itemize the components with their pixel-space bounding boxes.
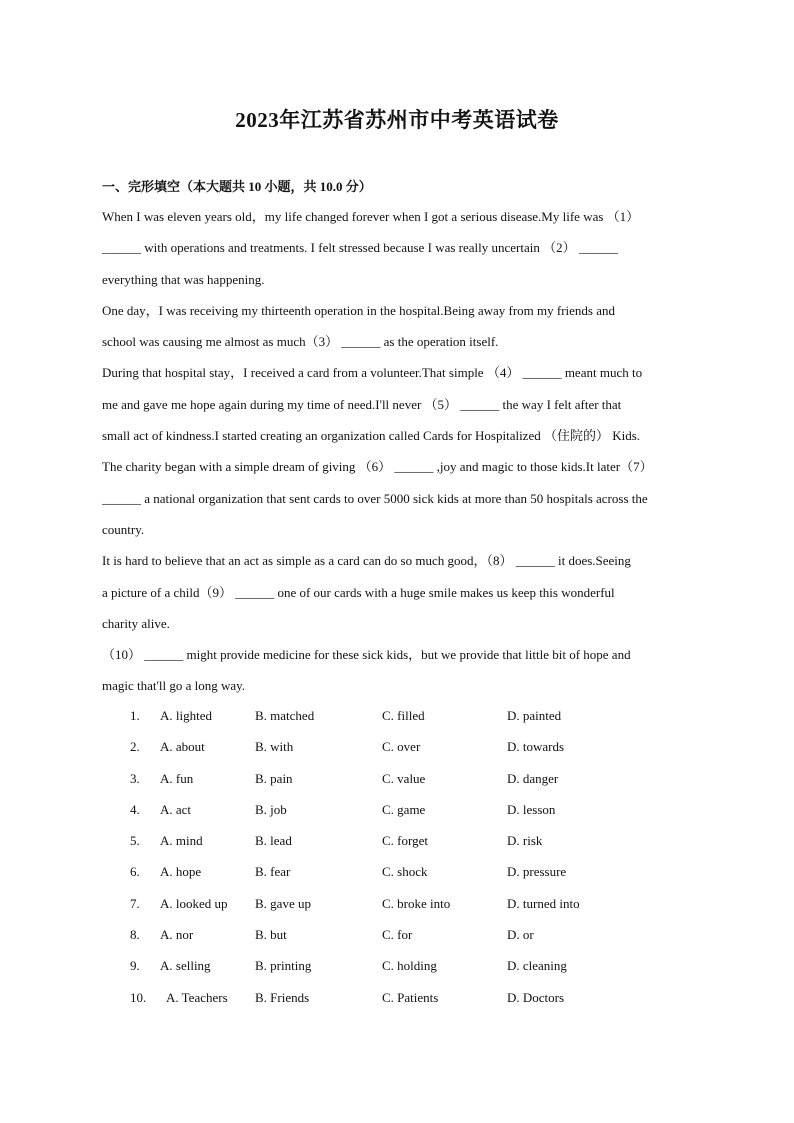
question-number: 3. — [130, 770, 140, 786]
option-d: D. danger — [507, 770, 559, 786]
cloze-passage — [102, 201, 698, 702]
option-d: D. cleaning — [507, 958, 567, 974]
option-d: D. towards — [507, 739, 565, 755]
option-a: A. act — [160, 801, 192, 817]
passage-line: magic that'll go a long way. — [102, 678, 246, 694]
question-row — [102, 794, 698, 825]
question-number: 6. — [130, 864, 140, 880]
question-row — [102, 700, 698, 731]
passage-line: country. — [102, 521, 145, 537]
question-number: 8. — [130, 927, 140, 943]
question-row — [102, 763, 698, 794]
option-a: A. fun — [160, 770, 194, 786]
section-heading: 一、完形填空（本大题共 10 小题，共 10.0 分） — [102, 179, 372, 194]
option-b: B. but — [255, 927, 287, 943]
question-number: 1. — [130, 708, 140, 723]
option-b: B. gave up — [255, 895, 311, 911]
question-row — [102, 888, 698, 919]
option-d: D. or — [507, 927, 534, 943]
option-a: A. selling — [160, 958, 211, 974]
question-row — [102, 982, 698, 1013]
question-number: 4. — [130, 801, 140, 817]
option-b: B. job — [255, 801, 287, 817]
option-c: C. filled — [382, 708, 425, 723]
question-number: 10. — [130, 989, 147, 1005]
option-c: C. shock — [382, 864, 428, 880]
passage-line: One day，I was receiving my thirteenth operation in the hospital.Being away from my friends and — [102, 302, 615, 318]
option-d: D. painted — [507, 708, 562, 723]
passage-line: During that hospital stay，I received a card from a volunteer.That simple （4） ______ meant much to — [102, 365, 643, 381]
question-number: 2. — [130, 739, 140, 755]
passage-line: me and gave me hope again during my time of need.I'll never （5） ______ the way I felt after that — [102, 396, 622, 412]
option-b: B. printing — [255, 958, 312, 974]
option-c: C. forget — [382, 833, 428, 849]
option-b: B. pain — [255, 770, 293, 786]
passage-line: ______ a national organization that sent cards to over 5000 sick kids at more than 50 hospitals across the — [102, 490, 648, 506]
option-d: D. turned into — [507, 895, 580, 911]
passage-line: a picture of a child（9） ______ one of our cards with a huge smile makes us keep this wonderful — [102, 584, 615, 600]
passage-line: everything that was happening. — [102, 271, 265, 287]
passage-line: When I was eleven years old，my life changed forever when I got a serious disease.My life was （1） — [102, 209, 640, 224]
option-d: D. lesson — [507, 801, 556, 817]
option-c: C. game — [382, 801, 426, 817]
passage-line: school was causing me almost as much（3） ______ as the operation itself. — [102, 334, 499, 350]
option-c: C. broke into — [382, 895, 451, 911]
option-b: B. fear — [255, 864, 291, 880]
question-row — [102, 950, 698, 981]
option-d: D. pressure — [507, 864, 567, 880]
passage-line: The charity began with a simple dream of giving （6） ______ ,joy and magic to those kids.It later（7） — [102, 459, 653, 475]
question-number: 5. — [130, 833, 140, 849]
option-a: A. about — [160, 739, 205, 755]
option-d: D. risk — [507, 833, 543, 849]
question-row — [102, 919, 698, 950]
option-c: C. for — [382, 927, 413, 943]
question-number: 7. — [130, 895, 140, 911]
option-b: B. Friends — [255, 989, 310, 1005]
option-c: C. value — [382, 770, 426, 786]
option-b: B. lead — [255, 833, 292, 849]
passage-line: small act of kindness.I started creating an organization called Cards for Hospitalized （住院的） Kids. — [102, 428, 641, 444]
option-a: A. lighted — [160, 708, 212, 723]
option-a: A. looked up — [160, 895, 228, 911]
question-row — [102, 731, 698, 762]
option-a: A. mind — [160, 833, 203, 849]
option-b: B. with — [255, 739, 294, 755]
question-row — [102, 825, 698, 856]
option-c: C. holding — [382, 958, 437, 974]
passage-line: ______ with operations and treatments. I felt stressed because I was really uncertain （2） ______ — [102, 240, 618, 256]
page-title: 2023年江苏省苏州市中考英语试卷 — [235, 108, 559, 132]
option-c: C. Patients — [382, 989, 439, 1005]
option-c: C. over — [382, 739, 421, 755]
option-d: D. Doctors — [507, 989, 565, 1005]
option-a: A. nor — [160, 927, 194, 943]
question-row — [102, 856, 698, 887]
passage-line: It is hard to believe that an act as simple as a card can do so much good，（8） ______ it does.Seeing — [102, 553, 631, 569]
option-a: A. hope — [160, 864, 202, 880]
answer-options — [102, 700, 698, 1013]
passage-line: （10） ______ might provide medicine for these sick kids，but we provide that little bit of hope and — [102, 647, 631, 663]
passage-line: charity alive. — [102, 615, 170, 631]
option-b: B. matched — [255, 708, 315, 723]
option-a: A. Teachers — [166, 989, 228, 1005]
question-number: 9. — [130, 958, 140, 974]
